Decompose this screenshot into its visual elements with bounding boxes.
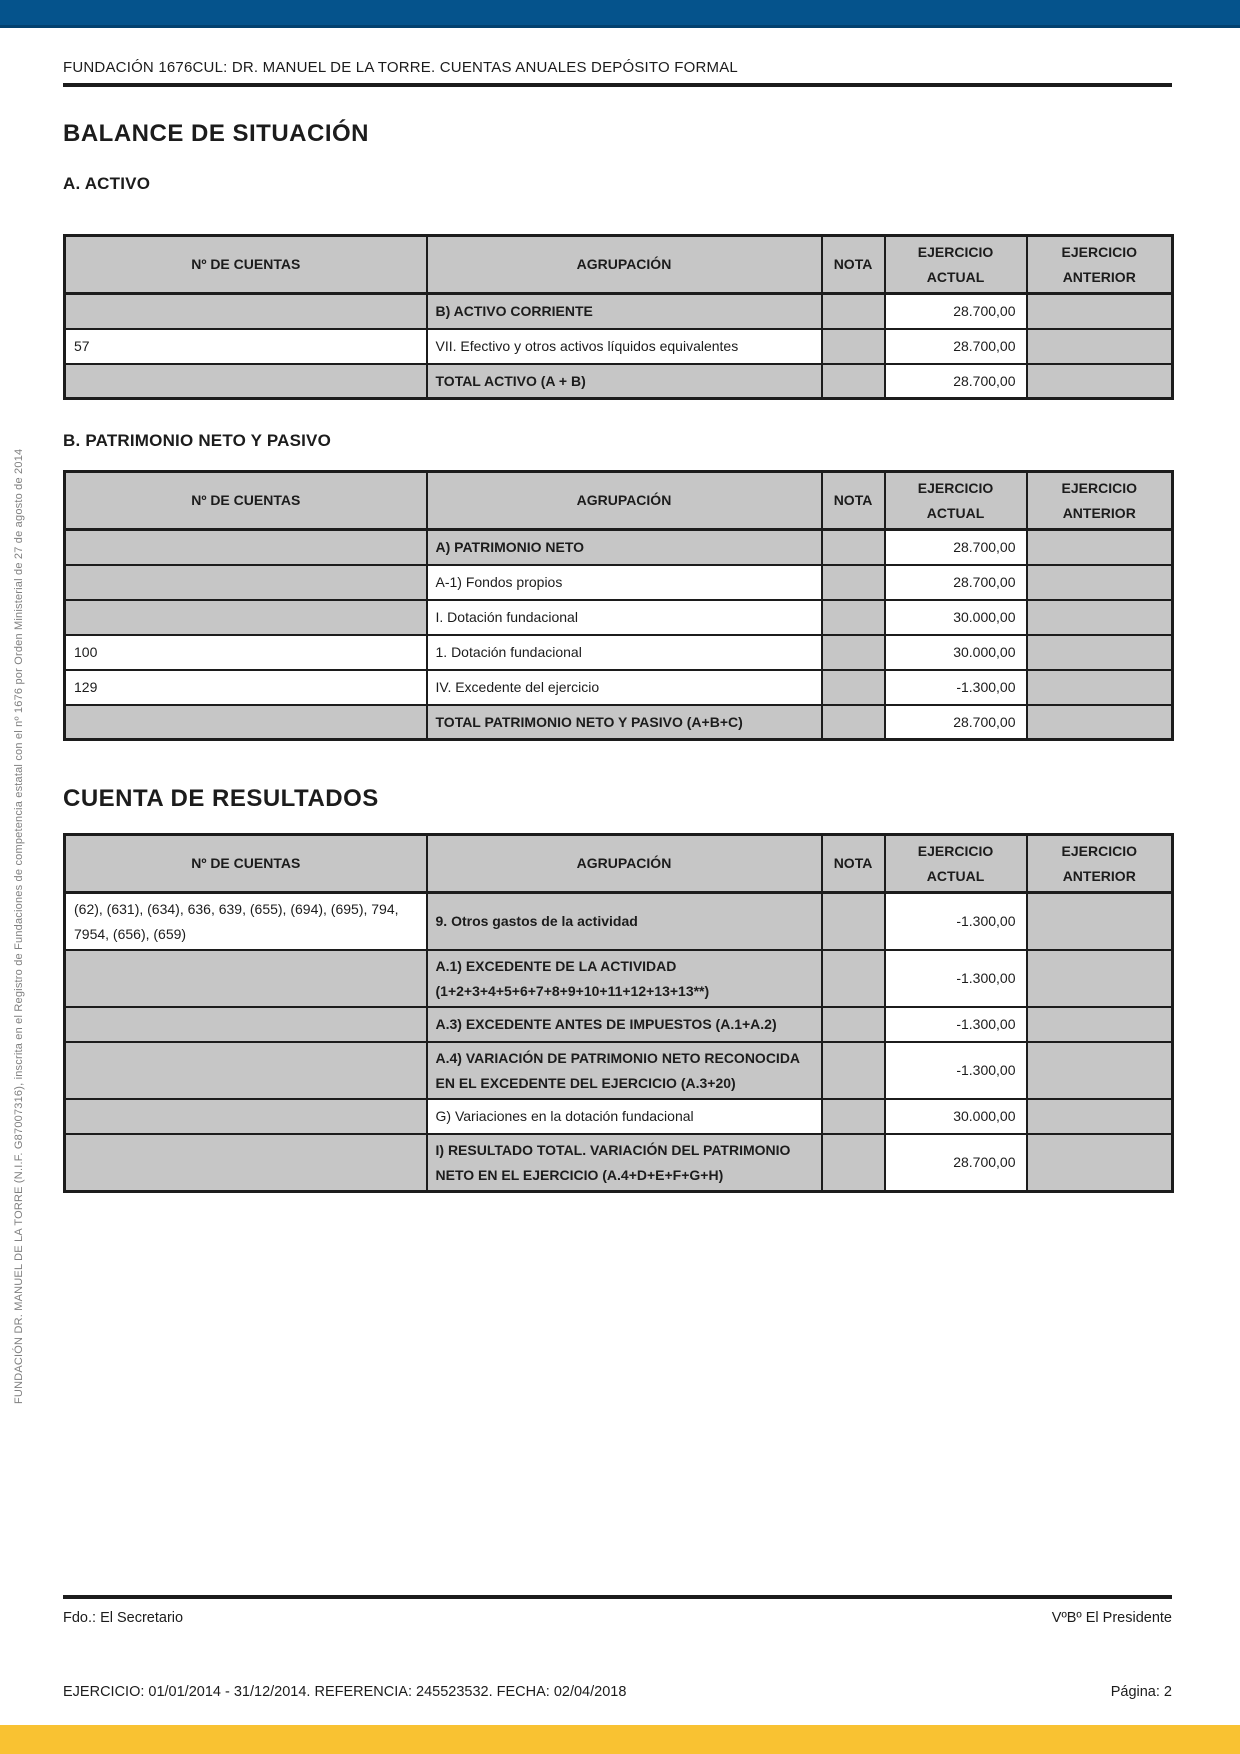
caption-cell: G) Variaciones en la dotación fundacional <box>427 1099 822 1134</box>
caption-cell: A.3) EXCEDENTE ANTES DE IMPUESTOS (A.1+A.2) <box>427 1007 822 1042</box>
previous-year-cell <box>1027 364 1173 399</box>
note-cell <box>822 1099 885 1134</box>
table-row <box>65 294 1173 329</box>
column-header-account-codes: Nº DE CUENTAS <box>65 472 427 530</box>
current-year-cell: 28.700,00 <box>885 565 1027 600</box>
account-codes-cell: 129 <box>65 670 427 705</box>
note-cell <box>822 635 885 670</box>
account-codes-cell <box>65 1134 427 1192</box>
previous-year-cell <box>1027 530 1173 565</box>
secretary-signature-label: Fdo.: El Secretario <box>63 1610 184 1626</box>
note-cell <box>822 565 885 600</box>
table-header-row <box>65 835 1173 893</box>
president-signature-label: VºBº El Presidente <box>1051 1610 1172 1626</box>
account-codes-cell <box>65 565 427 600</box>
table-row <box>65 565 1173 600</box>
table-row <box>65 1007 1173 1042</box>
column-header-caption: AGRUPACIÓN <box>427 835 822 893</box>
note-cell <box>822 600 885 635</box>
current-year-cell: 28.700,00 <box>885 530 1027 565</box>
caption-cell: A.4) VARIACIÓN DE PATRIMONIO NETO RECONOCIDA EN EL EXCEDENTE DEL EJERCICIO (A.3+20) <box>427 1042 822 1099</box>
caption-cell: A-1) Fondos propios <box>427 565 822 600</box>
signature-row <box>63 1610 1172 1626</box>
current-year-cell: 28.700,00 <box>885 364 1027 399</box>
account-codes-cell <box>65 364 427 399</box>
table-row <box>65 705 1173 740</box>
column-header-note: NOTA <box>822 835 885 893</box>
previous-year-cell <box>1027 635 1173 670</box>
account-codes-cell <box>65 705 427 740</box>
table-header-row <box>65 472 1173 530</box>
bottom-bar <box>0 1725 1240 1754</box>
table-row <box>65 670 1173 705</box>
column-header-account-codes: Nº DE CUENTAS <box>65 835 427 893</box>
resultados-table <box>63 833 1174 1193</box>
patrimonio-table <box>63 470 1174 741</box>
side-registration-note: FUNDACIÓN DR. MANUEL DE LA TORRE (N.I.F. G87007316), inscrita en el Registro de Fundaciones de competencia estatal con el nº 1676 por Orden Ministerial de 27 de agosto de 2014 <box>13 448 25 1404</box>
section-heading-activo: A. ACTIVO <box>63 174 151 193</box>
current-year-cell: 28.700,00 <box>885 1134 1027 1192</box>
previous-year-cell <box>1027 600 1173 635</box>
column-header-account-codes: Nº DE CUENTAS <box>65 236 427 294</box>
account-codes-cell <box>65 1099 427 1134</box>
previous-year-cell <box>1027 1134 1173 1192</box>
header-rule <box>63 83 1172 87</box>
activo-table <box>63 234 1174 400</box>
previous-year-cell <box>1027 893 1173 951</box>
table-row <box>65 1099 1173 1134</box>
account-codes-cell: 100 <box>65 635 427 670</box>
caption-cell: 9. Otros gastos de la actividad <box>427 893 822 951</box>
account-codes-cell <box>65 530 427 565</box>
column-header-previous-year: EJERCICIO ANTERIOR <box>1027 472 1173 530</box>
table-row <box>65 600 1173 635</box>
table-row <box>65 530 1173 565</box>
account-codes-cell <box>65 1042 427 1099</box>
current-year-cell: -1.300,00 <box>885 1007 1027 1042</box>
column-header-caption: AGRUPACIÓN <box>427 472 822 530</box>
caption-cell: A.1) EXCEDENTE DE LA ACTIVIDAD (1+2+3+4+5+6+7+8+9+10+11+12+13+13**) <box>427 950 822 1007</box>
previous-year-cell <box>1027 329 1173 364</box>
current-year-cell: -1.300,00 <box>885 670 1027 705</box>
column-header-current-year: EJERCICIO ACTUAL <box>885 472 1027 530</box>
caption-cell: IV. Excedente del ejercicio <box>427 670 822 705</box>
current-year-cell: -1.300,00 <box>885 1042 1027 1099</box>
table-row <box>65 364 1173 399</box>
table-row <box>65 635 1173 670</box>
account-codes-cell: (62), (631), (634), 636, 639, (655), (694), (695), 794, 7954, (656), (659) <box>65 893 427 951</box>
account-codes-cell <box>65 950 427 1007</box>
previous-year-cell <box>1027 294 1173 329</box>
column-header-caption: AGRUPACIÓN <box>427 236 822 294</box>
account-codes-cell <box>65 294 427 329</box>
previous-year-cell <box>1027 1042 1173 1099</box>
note-cell <box>822 530 885 565</box>
table-row <box>65 893 1173 951</box>
previous-year-cell <box>1027 1099 1173 1134</box>
document-body <box>63 31 1172 1193</box>
previous-year-cell <box>1027 670 1173 705</box>
column-header-note: NOTA <box>822 472 885 530</box>
table-row <box>65 1134 1173 1192</box>
caption-cell: 1. Dotación fundacional <box>427 635 822 670</box>
previous-year-cell <box>1027 1007 1173 1042</box>
current-year-cell: -1.300,00 <box>885 893 1027 951</box>
account-codes-cell <box>65 1007 427 1042</box>
previous-year-cell <box>1027 705 1173 740</box>
current-year-cell: 28.700,00 <box>885 294 1027 329</box>
column-header-previous-year: EJERCICIO ANTERIOR <box>1027 835 1173 893</box>
caption-cell: A) PATRIMONIO NETO <box>427 530 822 565</box>
caption-cell: B) ACTIVO CORRIENTE <box>427 294 822 329</box>
current-year-cell: -1.300,00 <box>885 950 1027 1007</box>
column-header-previous-year: EJERCICIO ANTERIOR <box>1027 236 1173 294</box>
note-cell <box>822 1042 885 1099</box>
note-cell <box>822 364 885 399</box>
column-header-note: NOTA <box>822 236 885 294</box>
current-year-cell: 28.700,00 <box>885 705 1027 740</box>
exercise-reference-text: EJERCICIO: 01/01/2014 - 31/12/2014. REFERENCIA: 245523532. FECHA: 02/04/2018 <box>63 1684 627 1700</box>
caption-cell: VII. Efectivo y otros activos líquidos equivalentes <box>427 329 822 364</box>
note-cell <box>822 1134 885 1192</box>
signature-rule <box>63 1595 1172 1599</box>
top-bar <box>0 0 1240 28</box>
previous-year-cell <box>1027 565 1173 600</box>
previous-year-cell <box>1027 950 1173 1007</box>
current-year-cell: 30.000,00 <box>885 1099 1027 1134</box>
note-cell <box>822 705 885 740</box>
column-header-current-year: EJERCICIO ACTUAL <box>885 835 1027 893</box>
note-cell <box>822 893 885 951</box>
caption-cell: TOTAL ACTIVO (A + B) <box>427 364 822 399</box>
caption-cell: I) RESULTADO TOTAL. VARIACIÓN DEL PATRIMONIO NETO EN EL EJERCICIO (A.4+D+E+F+G+H) <box>427 1134 822 1192</box>
table-row <box>65 950 1173 1007</box>
table-header-row <box>65 236 1173 294</box>
caption-cell: TOTAL PATRIMONIO NETO Y PASIVO (A+B+C) <box>427 705 822 740</box>
note-cell <box>822 294 885 329</box>
note-cell <box>822 670 885 705</box>
column-header-current-year: EJERCICIO ACTUAL <box>885 236 1027 294</box>
current-year-cell: 30.000,00 <box>885 600 1027 635</box>
resultados-title: CUENTA DE RESULTADOS <box>63 785 379 812</box>
current-year-cell: 30.000,00 <box>885 635 1027 670</box>
note-cell <box>822 329 885 364</box>
account-codes-cell: 57 <box>65 329 427 364</box>
balance-title: BALANCE DE SITUACIÓN <box>63 120 370 147</box>
page-footer-row <box>63 1684 1172 1700</box>
account-codes-cell <box>65 600 427 635</box>
table-row <box>65 1042 1173 1099</box>
section-heading-pasivo: B. PATRIMONIO NETO Y PASIVO <box>63 431 331 450</box>
current-year-cell: 28.700,00 <box>885 329 1027 364</box>
note-cell <box>822 1007 885 1042</box>
page-number: Página: 2 <box>1110 1684 1172 1700</box>
note-cell <box>822 950 885 1007</box>
table-row <box>65 329 1173 364</box>
document-header-title: FUNDACIÓN 1676CUL: DR. MANUEL DE LA TORRE. CUENTAS ANUALES DEPÓSITO FORMAL <box>63 59 738 76</box>
caption-cell: I. Dotación fundacional <box>427 600 822 635</box>
